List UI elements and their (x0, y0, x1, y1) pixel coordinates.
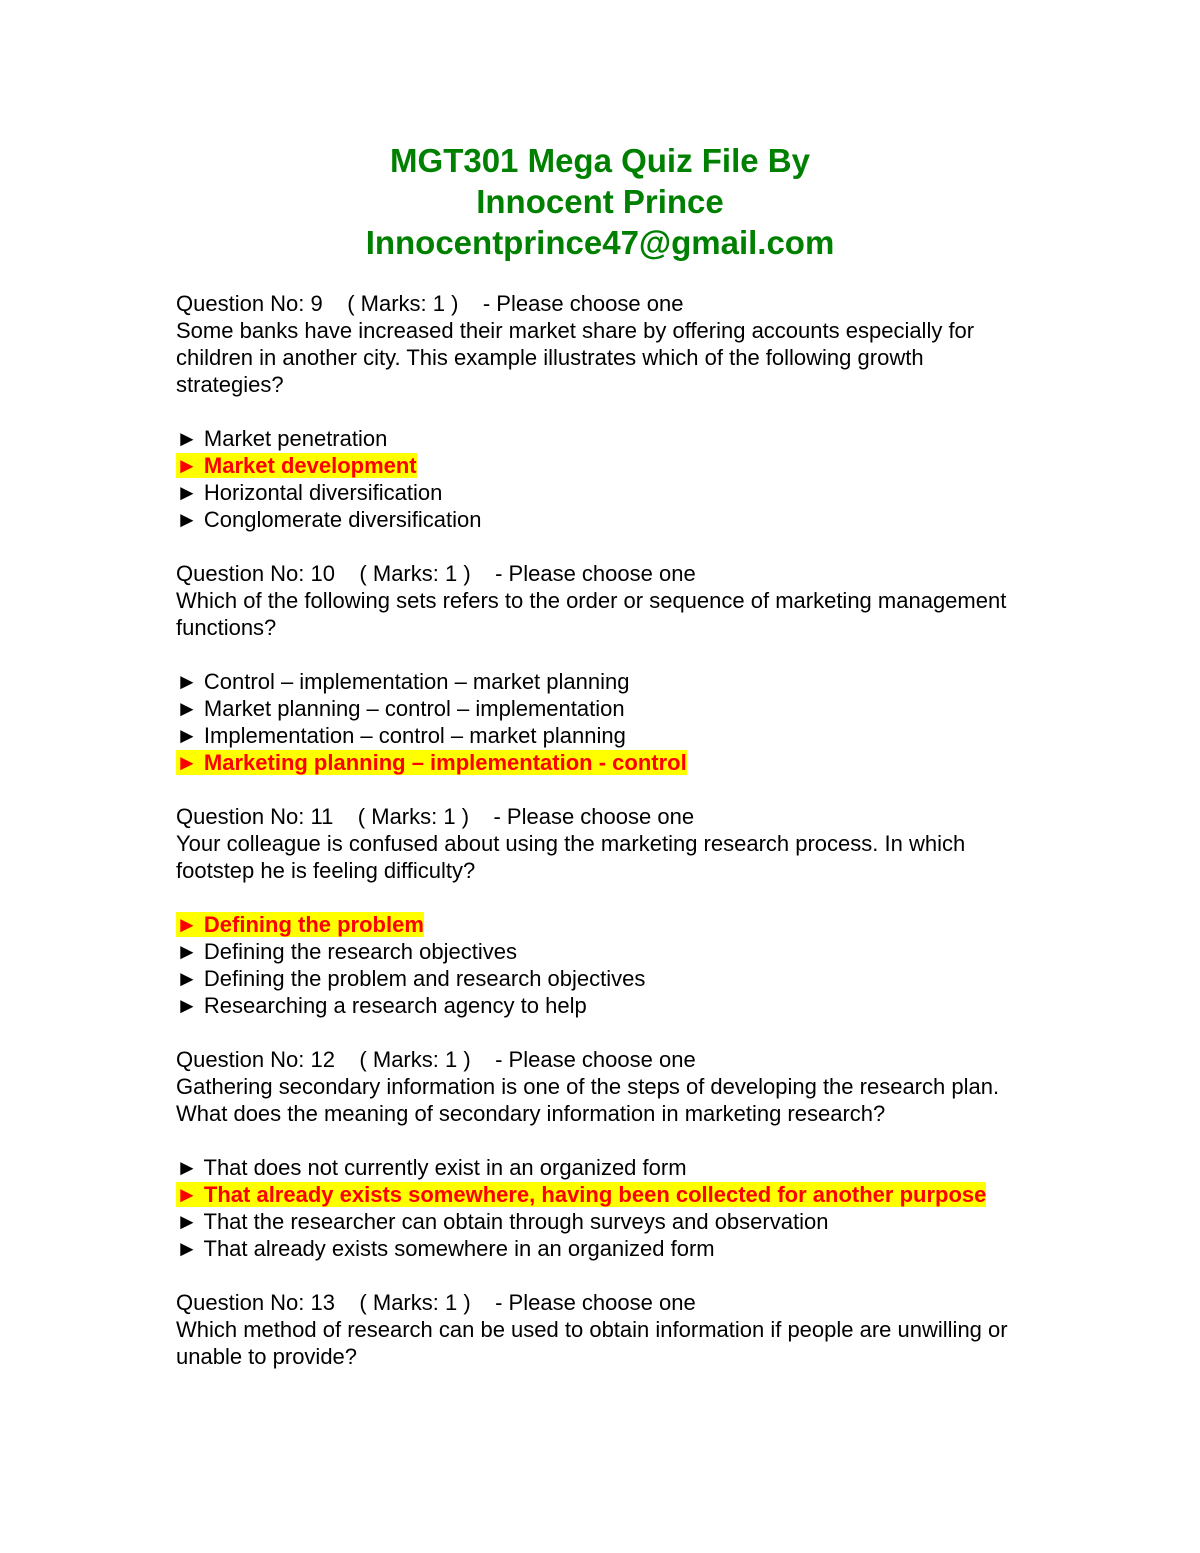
arrow-icon: ► (176, 1236, 198, 1261)
option (176, 722, 1036, 749)
arrow-icon: ► (176, 750, 198, 775)
option-label: Researching a research agency to help (203, 993, 587, 1018)
option (176, 695, 1036, 722)
arrow-icon: ► (176, 507, 198, 532)
arrow-icon: ► (176, 426, 198, 451)
option-content (176, 966, 645, 991)
option-label: Defining the research objectives (203, 939, 517, 964)
option (176, 938, 1036, 965)
option-content (176, 1209, 828, 1234)
option-label: Market development (203, 453, 417, 478)
option-content (176, 1155, 687, 1180)
question-header: Question No: 12 ( Marks: 1 ) - Please choose one (176, 1047, 696, 1072)
option-content (176, 426, 387, 451)
option-content (176, 453, 417, 478)
option-label: That already exists somewhere in an organized form (203, 1236, 715, 1261)
question-header: Question No: 11 ( Marks: 1 ) - Please choose one (176, 804, 695, 829)
option-content (176, 669, 629, 694)
option-label: Market planning – control – implementation (203, 696, 625, 721)
option-label: Marketing planning – implementation - control (203, 750, 687, 775)
option-correct (176, 749, 1036, 776)
option-label: Market penetration (203, 426, 388, 451)
option (176, 425, 1036, 452)
arrow-icon: ► (176, 912, 198, 937)
arrow-icon: ► (176, 993, 198, 1018)
arrow-icon: ► (176, 1209, 198, 1234)
option-correct (176, 1181, 1036, 1208)
question-block (176, 803, 1036, 1019)
option (176, 992, 1036, 1019)
question-block (176, 560, 1036, 776)
option (176, 1208, 1036, 1235)
question-text: Which method of research can be used to obtain information if people are unwilling or unable to provide? (176, 1317, 1008, 1369)
option (176, 668, 1036, 695)
option (176, 1154, 1036, 1181)
option-label: Control – implementation – market planning (203, 669, 630, 694)
document-title (0, 140, 1200, 263)
arrow-icon: ► (176, 966, 198, 991)
arrow-icon: ► (176, 1155, 198, 1180)
option-content (176, 1182, 986, 1207)
questions-list (176, 290, 1036, 1397)
option (176, 965, 1036, 992)
option-label: That already exists somewhere, having been collected for another purpose (203, 1182, 987, 1207)
option-label: Implementation – control – market planning (203, 723, 626, 748)
option-content (176, 696, 625, 721)
arrow-icon: ► (176, 453, 198, 478)
arrow-icon: ► (176, 939, 198, 964)
option-label: Defining the problem and research objectives (203, 966, 646, 991)
option-content (176, 939, 517, 964)
option-content (176, 912, 424, 937)
question-block (176, 1289, 1036, 1370)
title-line-2: Innocent Prince (476, 183, 724, 220)
option-label: That the researcher can obtain through surveys and observation (203, 1209, 829, 1234)
arrow-icon: ► (176, 696, 198, 721)
option-correct (176, 452, 1036, 479)
option-label: Defining the problem (203, 912, 424, 937)
option-content (176, 993, 587, 1018)
title-line-1: MGT301 Mega Quiz File By (390, 142, 810, 179)
question-header: Question No: 13 ( Marks: 1 ) - Please choose one (176, 1290, 696, 1315)
options-list (176, 911, 1036, 1019)
option-content (176, 480, 442, 505)
options-list (176, 668, 1036, 776)
question-block (176, 290, 1036, 533)
question-header: Question No: 10 ( Marks: 1 ) - Please choose one (176, 561, 696, 586)
arrow-icon: ► (176, 480, 198, 505)
option (176, 506, 1036, 533)
option (176, 1235, 1036, 1262)
option-content (176, 750, 687, 775)
arrow-icon: ► (176, 723, 198, 748)
question-text: Your colleague is confused about using the marketing research process. In which footstep he is feeling difficulty? (176, 831, 966, 883)
option-label: Horizontal diversification (203, 480, 443, 505)
options-list (176, 1154, 1036, 1262)
question-header: Question No: 9 ( Marks: 1 ) - Please choose one (176, 291, 684, 316)
options-list (176, 425, 1036, 533)
question-text: Some banks have increased their market share by offering accounts especially for children in another city. This example illustrates which of the following growth strategies? (176, 318, 975, 397)
option-label: Conglomerate diversification (203, 507, 482, 532)
arrow-icon: ► (176, 669, 198, 694)
option-content (176, 507, 481, 532)
question-text: Gathering secondary information is one of the steps of developing the research plan. What does the meaning of secondary information in marketing research? (176, 1074, 1000, 1126)
option (176, 479, 1036, 506)
arrow-icon: ► (176, 1182, 198, 1207)
title-email: Innocentprince47@gmail.com (365, 224, 835, 261)
option-label: That does not currently exist in an organized form (203, 1155, 687, 1180)
question-block (176, 1046, 1036, 1262)
option-content (176, 723, 626, 748)
option-content (176, 1236, 715, 1261)
option-correct (176, 911, 1036, 938)
question-text: Which of the following sets refers to the order or sequence of marketing management functions? (176, 588, 1007, 640)
